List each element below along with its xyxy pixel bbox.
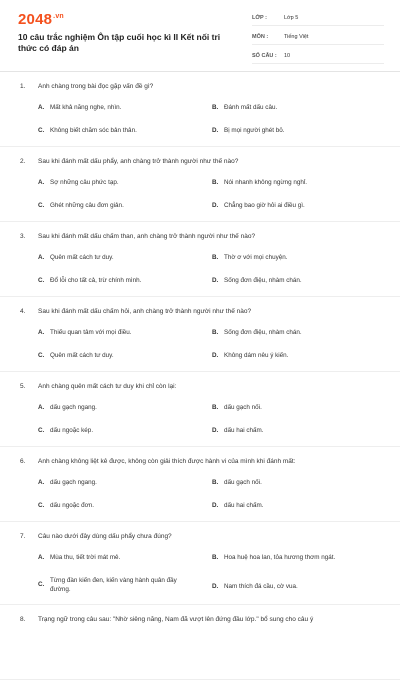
option-key: B. (212, 254, 219, 261)
logo-suffix: .vn (53, 13, 64, 20)
question-4 (0, 297, 400, 372)
option-b[interactable] (212, 103, 392, 112)
meta-row-subject (252, 29, 384, 45)
question-text (20, 157, 384, 166)
option-key: B. (212, 479, 219, 486)
question-1 (0, 72, 400, 147)
option-b[interactable] (212, 178, 392, 187)
question-text (20, 232, 384, 241)
option-text: Mùa thu, tiết trời mát mẻ. (50, 554, 121, 561)
option-key: A. (38, 329, 45, 336)
option-text: dấu ngoặc đơn. (50, 502, 95, 509)
question-prompt: Sau khi đánh mất dấu chấm than, anh chàng trở thành người như thế nào? (38, 233, 256, 240)
option-key: A. (38, 479, 45, 486)
option-b[interactable] (212, 253, 392, 262)
question-text (20, 307, 384, 316)
option-c[interactable] (38, 126, 198, 135)
option-d[interactable] (212, 201, 392, 210)
option-a[interactable] (38, 178, 198, 187)
page-header (0, 0, 400, 62)
option-key: D. (212, 583, 219, 590)
option-key: D. (212, 352, 219, 359)
question-number: 4. (20, 308, 26, 315)
option-text: dấu hai chấm. (224, 502, 264, 509)
question-prompt: Anh chàng trong bài đọc gặp vấn đề gì? (38, 83, 154, 90)
option-text: Chẳng bao giờ hỏi ai điều gì. (224, 202, 305, 209)
option-key: A. (38, 254, 45, 261)
option-b[interactable] (212, 328, 392, 337)
question-number: 3. (20, 233, 26, 240)
option-d[interactable] (212, 276, 392, 285)
option-text: Quên mất cách tư duy. (50, 254, 114, 261)
option-d[interactable] (212, 351, 392, 360)
question-7 (0, 522, 400, 605)
question-list (0, 72, 400, 680)
option-text: dấu ngoặc kép. (50, 427, 94, 434)
option-c[interactable] (38, 351, 198, 360)
option-text: Ghét những câu đơn giản. (50, 202, 124, 209)
option-c[interactable] (38, 426, 198, 435)
page-title: 10 câu trắc nghiệm Ôn tập cuối học kì II Kết nối tri thức có đáp án (18, 32, 221, 53)
option-text: dấu gạch nối. (224, 404, 262, 411)
option-c[interactable] (38, 276, 198, 285)
question-prompt: Anh chàng quên mất cách tư duy khi chỉ còn lại: (38, 383, 177, 390)
option-text: Sống đơn điệu, nhàm chán. (224, 329, 302, 336)
question-3 (0, 222, 400, 297)
question-number: 2. (20, 158, 26, 165)
meta-label: MÔN : (252, 33, 269, 40)
meta-row-count (252, 48, 384, 64)
option-text: Sống đơn điệu, nhàm chán. (224, 277, 302, 284)
question-8 (0, 605, 400, 680)
option-key: A. (38, 554, 45, 561)
option-key: C. (38, 202, 45, 209)
option-a[interactable] (38, 478, 198, 487)
option-c[interactable] (38, 201, 198, 210)
meta-label: SỐ CÂU : (252, 52, 277, 59)
question-prompt: Sau khi đánh mất dấu phẩy, anh chàng trở thành người như thế nào? (38, 158, 239, 165)
option-a[interactable] (38, 328, 198, 337)
option-d[interactable] (212, 501, 392, 510)
option-text: Nam thích đá cầu, cờ vua. (224, 583, 298, 590)
meta-value: 10 (284, 52, 291, 59)
question-text (20, 382, 384, 391)
option-key: B. (212, 179, 219, 186)
meta-label: LỚP : (252, 14, 267, 21)
option-d[interactable] (212, 426, 392, 435)
option-text: Quên mất cách tư duy. (50, 352, 114, 359)
option-text: Đánh mất dấu câu. (224, 104, 278, 111)
option-b[interactable] (212, 478, 392, 487)
option-a[interactable] (38, 253, 198, 262)
option-text: Thờ ơ với mọi chuyện. (224, 254, 288, 261)
option-text: Mất khả năng nghe, nhìn. (50, 104, 122, 111)
option-d[interactable] (212, 126, 392, 135)
question-prompt: Anh chàng không liệt kê được, không còn giải thích được hành vi của mình khi đánh mất: (38, 458, 296, 465)
meta-row-class (252, 10, 384, 26)
option-key: B. (212, 404, 219, 411)
option-b[interactable] (212, 403, 392, 412)
option-text: Không dám nêu ý kiến. (224, 352, 289, 359)
question-prompt: Trạng ngữ trong câu sau: "Nhờ siêng năng, Nam đã vượt lên đứng đầu lớp." bổ sung cho câu ý (38, 616, 314, 623)
question-2 (0, 147, 400, 222)
option-c[interactable] (38, 501, 198, 510)
question-5 (0, 372, 400, 447)
logo-text: 2048 (18, 11, 53, 28)
option-text: dấu gạch ngang. (50, 404, 97, 411)
question-number: 8. (20, 616, 26, 623)
option-a[interactable] (38, 103, 198, 112)
question-6 (0, 447, 400, 522)
option-key: C. (38, 502, 45, 509)
option-a[interactable] (38, 403, 198, 412)
question-text (20, 615, 384, 624)
option-key: C. (38, 581, 45, 588)
option-text: Từng đàn kiến đen, kiến vàng hành quân đầy đường. (50, 577, 177, 593)
option-text: Bị mọi người ghét bỏ. (224, 127, 285, 134)
option-key: D. (212, 502, 219, 509)
option-key: A. (38, 179, 45, 186)
option-key: D. (212, 277, 219, 284)
option-key: B. (212, 329, 219, 336)
question-number: 1. (20, 83, 26, 90)
question-number: 7. (20, 533, 26, 540)
question-prompt: Câu nào dưới đây dùng dấu phẩy chưa đúng? (38, 533, 172, 540)
option-text: dấu gạch nối. (224, 479, 262, 486)
option-a[interactable] (38, 553, 198, 562)
option-key: C. (38, 352, 45, 359)
option-text: dấu gạch ngang. (50, 479, 97, 486)
option-b[interactable] (212, 553, 392, 562)
option-key: D. (212, 427, 219, 434)
option-key: C. (38, 277, 45, 284)
meta-value: Lớp 5 (284, 14, 299, 21)
option-text: Sợ những câu phức tạp. (50, 179, 119, 186)
option-key: D. (212, 127, 219, 134)
question-number: 5. (20, 383, 26, 390)
option-d[interactable] (212, 582, 392, 591)
option-key: A. (38, 104, 45, 111)
option-c[interactable] (38, 576, 198, 594)
option-text: Không biết chăm sóc bản thân. (50, 127, 137, 134)
question-text (20, 457, 384, 466)
option-text: dấu hai chấm. (224, 427, 264, 434)
question-text (20, 82, 384, 91)
meta-value: Tiếng Việt (284, 33, 309, 40)
option-key: C. (38, 127, 45, 134)
option-text: Đổ lỗi cho tất cả, trừ chính mình. (50, 277, 142, 284)
option-key: C. (38, 427, 45, 434)
option-key: B. (212, 104, 219, 111)
option-key: A. (38, 404, 45, 411)
question-number: 6. (20, 458, 26, 465)
site-logo[interactable] (18, 11, 64, 28)
quiz-meta (252, 10, 384, 67)
question-prompt: Sau khi đánh mất dấu chấm hỏi, anh chàng trở thành người như thế nào? (38, 308, 252, 315)
option-text: Thiếu quan tâm với mọi điều. (50, 329, 132, 336)
question-text (20, 532, 384, 541)
option-key: B. (212, 554, 219, 561)
option-text: Hoa huệ hoa lan, tỏa hương thơm ngát. (224, 554, 336, 561)
option-text: Nói nhanh không ngừng nghỉ. (224, 179, 307, 186)
option-key: D. (212, 202, 219, 209)
